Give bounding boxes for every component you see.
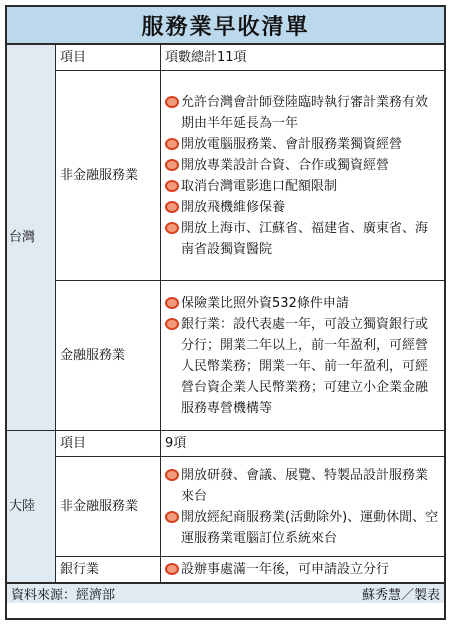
taiwan-nonfin-list [161,71,445,281]
taiwan-nonfin-label: 非金融服務業 [56,71,161,281]
list-item: 開放研發、會議、展覽、特製品設計服務業來台 [165,465,440,507]
bullet-icon [165,138,179,150]
taiwan-fin-label: 金融服務業 [56,281,161,431]
region-mainland: 大陸 [7,431,56,583]
list-item: 保險業比照外資532條件申請 [165,293,440,314]
list-item: 取消台灣電影進口配額限制 [165,176,440,197]
taiwan-item-label: 項目 [56,45,161,71]
mainland-bank-list [161,557,445,583]
bullet-icon [165,159,179,171]
mainland-nonfin-list [161,457,445,557]
bullet-icon [165,222,179,234]
list-item: 開放上海市、江蘇省、福建省、廣東省、海南省設獨資醫院 [165,218,440,260]
table-footer [7,583,444,603]
mainland-bank-label: 銀行業 [56,557,161,583]
list-item: 開放飛機維修保養 [165,197,440,218]
list-item: 開放經紀商服務業(活動除外)、運動休閒、空運服務業電腦訂位系統來台 [165,507,440,549]
list-item: 開放專業設計合資、合作或獨資經營 [165,155,440,176]
list-item: 允許台灣會計師登陸臨時執行審計業務有效期由半年延長為一年 [165,92,440,134]
list-item: 銀行業：設代表處一年，可設立獨資銀行或分行；開業二年以上，前一年盈利，可經營人民幣業務；開業一年、前一年盈利，可經營台資企業人民幣業務；可建立小企業金融服務專營機構等 [165,314,440,419]
mainland-nonfin-label: 非金融服務業 [56,457,161,557]
bullet-icon [165,96,179,108]
region-taiwan: 台灣 [7,45,56,431]
bullet-icon [165,297,179,309]
mainland-item-label: 項目 [56,431,161,457]
bullet-icon [165,563,179,575]
list-item: 開放電腦服務業、會計服務業獨資經營 [165,134,440,155]
early-harvest-table-frame [5,5,446,620]
bullet-icon [165,180,179,192]
credit-note: 蘇秀慧／製表 [361,588,440,603]
bullet-icon [165,511,179,523]
bullet-icon [165,469,179,481]
early-harvest-table [7,45,444,583]
mainland-item-value: 9項 [161,431,445,457]
taiwan-item-value: 項數總計11項 [161,45,445,71]
table-title: 服務業早收清單 [7,7,444,45]
list-item: 設辦事處滿一年後，可申請設立分行 [165,559,440,580]
bullet-icon [165,318,179,330]
taiwan-fin-list [161,281,445,431]
source-note: 資料來源：經濟部 [11,588,116,603]
bullet-icon [165,201,179,213]
